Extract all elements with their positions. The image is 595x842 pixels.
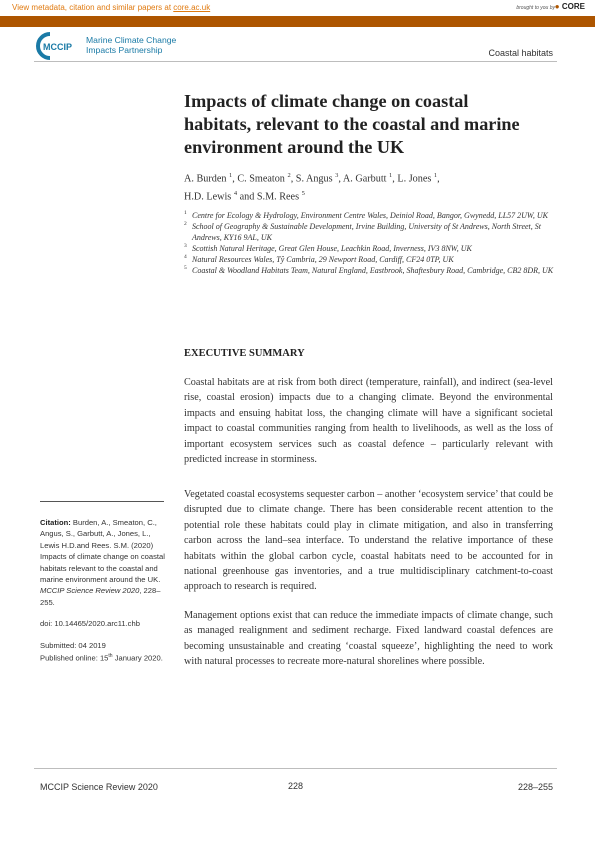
core-metadata-link[interactable]: View metadata, citation and similar papers at core.ac.uk (12, 3, 211, 12)
author-affil-ref: 1 (433, 172, 438, 179)
article-title: Impacts of climate change on coastal habitats, relevant to the coastal and marine environment around the UK (184, 91, 520, 157)
author-affil-ref: 5 (301, 190, 305, 198)
core-banner-top (0, 0, 595, 16)
provided-by-text: provided by St Andrews Research Repository (482, 33, 583, 39)
footer-journal: MCCIP Science Review 2020 (40, 782, 158, 792)
logo-line2: Impacts Partnership (86, 45, 163, 55)
citation-label: Citation: (40, 518, 71, 527)
footer-page-range: 228–255 (517, 782, 553, 792)
affiliation-item: 1 Centre for Ecology & Hydrology, Environment Centre Wales, Deiniol Road, Bangor, Gwynedd, LL57 2UW, UK (184, 210, 548, 220)
sidebar-divider (40, 501, 164, 502)
author-name: S. Angus (295, 173, 333, 185)
page-number: 228 (288, 781, 304, 791)
core-banner (0, 0, 595, 39)
author-affil-ref: 1 (389, 172, 393, 179)
mccip-logo (36, 30, 196, 60)
core-link[interactable]: core.ac.uk (173, 3, 211, 12)
summary-paragraph: Management options exist that can reduce the immediate impacts of climate change, such as managed realignment and sediment recharge. Fixed landward coastal defences are becoming unsustainable and creating ‘coastal squeeze’, highlighting the need to work with natural processes to recreate more-natural shorelines where possible. (184, 610, 553, 668)
affiliation-item: 3 Scottish Natural Heritage, Great Glen House, Leachkin Road, Inverness, IV3 8NW, UK (184, 243, 472, 253)
author-name: L. Jones (397, 173, 432, 185)
brought-by-text: brought to you by (516, 5, 555, 11)
author-affil-ref: 1 (229, 172, 233, 179)
author-list: A. Burden $^1$, C. Smeaton $^2$, S. Angus $^3$, A. Garbutt $^1$, L. Jones $^1$, H.D. Lewis $^4$ and S.M. Rees $^5$ (184, 172, 440, 203)
summary-paragraph: Coastal habitats are at risk from both direct (temperature, rainfall), and indirect (sea-level rise, coastal erosion) impacts due to a changing climate. Beyond the environmental impacts and ensuing habitat loss, the changing climate will have a significant societal impact to coastal communities ranging from health to livelihoods, as well as the loss of important ecosystem services such as coastal defence – particularly relevant with predicted increase in storminess. (184, 377, 553, 466)
author-name: C. Smeaton (237, 173, 285, 185)
core-logo[interactable] (555, 2, 585, 11)
core-logo-text: CORE (561, 2, 585, 11)
author-affil-ref: 2 (287, 172, 291, 179)
author-name: H.D. Lewis (184, 191, 232, 203)
affiliation-item: 5 Coastal & Woodland Habitats Team, Natural England, Eastbrook, Shaftesbury Road, Cambridge, CB2 8DR, UK (184, 265, 554, 275)
author-name: S.M. Rees (256, 191, 300, 203)
citation-text: Citation: Burden, A., Smeaton, C., Angus, S., Garbutt, A., Jones, L., Lewis H.D.and Rees. S.M. (2020) Impacts of climate change on coastal habitats relevant to the coastal and marine environment around the UK. MCCIP Science Review 2020, 228–255. (40, 518, 165, 607)
citation-journal: MCCIP Science Review 2020 (40, 586, 140, 596)
summary-paragraph: Vegetated coastal ecosystems sequester carbon – another ‘ecosystem service’ that could be disrupted due to climate change. There has been considerable recent attention to the potential role these habitats could play in climate mitigation, and also in transferring carbon across the land–sea interface. To understand the relative importance of these habitats within the global carbon cycle, coastal habitats need to be accounted for in national greenhouse gas inventories, and a true multidisciplinary catchment-to-coast approach to research is required. (184, 489, 553, 593)
citation-box (40, 517, 168, 664)
author-name: A. Burden (184, 173, 227, 185)
published-date: Published online: 15th January 2020. (40, 653, 163, 663)
author-affil-ref: 3 (335, 172, 339, 179)
core-logo-icon: ● (554, 2, 560, 11)
affiliation-item: 2 School of Geography & Sustainable Development, Irvine Building, University of St Andrews, North Street, St Andrews, KY16 9AL, UK (184, 221, 541, 242)
footer-divider (34, 768, 557, 769)
logo-line1: Marine Climate Change (86, 35, 177, 45)
section-tag: Coastal habitats (488, 48, 553, 58)
affiliation-item: 4 Natural Resources Wales, Tŷ Cambria, 29 Newport Road, Cardiff, CF24 0TP, UK (184, 254, 454, 264)
logo-text (86, 35, 176, 55)
logo-acronym: MCCIP (43, 42, 72, 52)
author-affil-ref: 4 (233, 190, 238, 198)
affiliation-list (184, 210, 556, 276)
mccip-logo-icon (36, 30, 84, 60)
submitted-date: Submitted: 04 2019 (40, 640, 106, 650)
header-divider (34, 61, 557, 62)
executive-summary-heading: EXECUTIVE SUMMARY (184, 348, 305, 359)
doi[interactable]: doi: 10.14465/2020.arc11.chb (40, 619, 140, 629)
core-banner-bottom (0, 16, 595, 39)
author-name: A. Garbutt (342, 173, 387, 185)
